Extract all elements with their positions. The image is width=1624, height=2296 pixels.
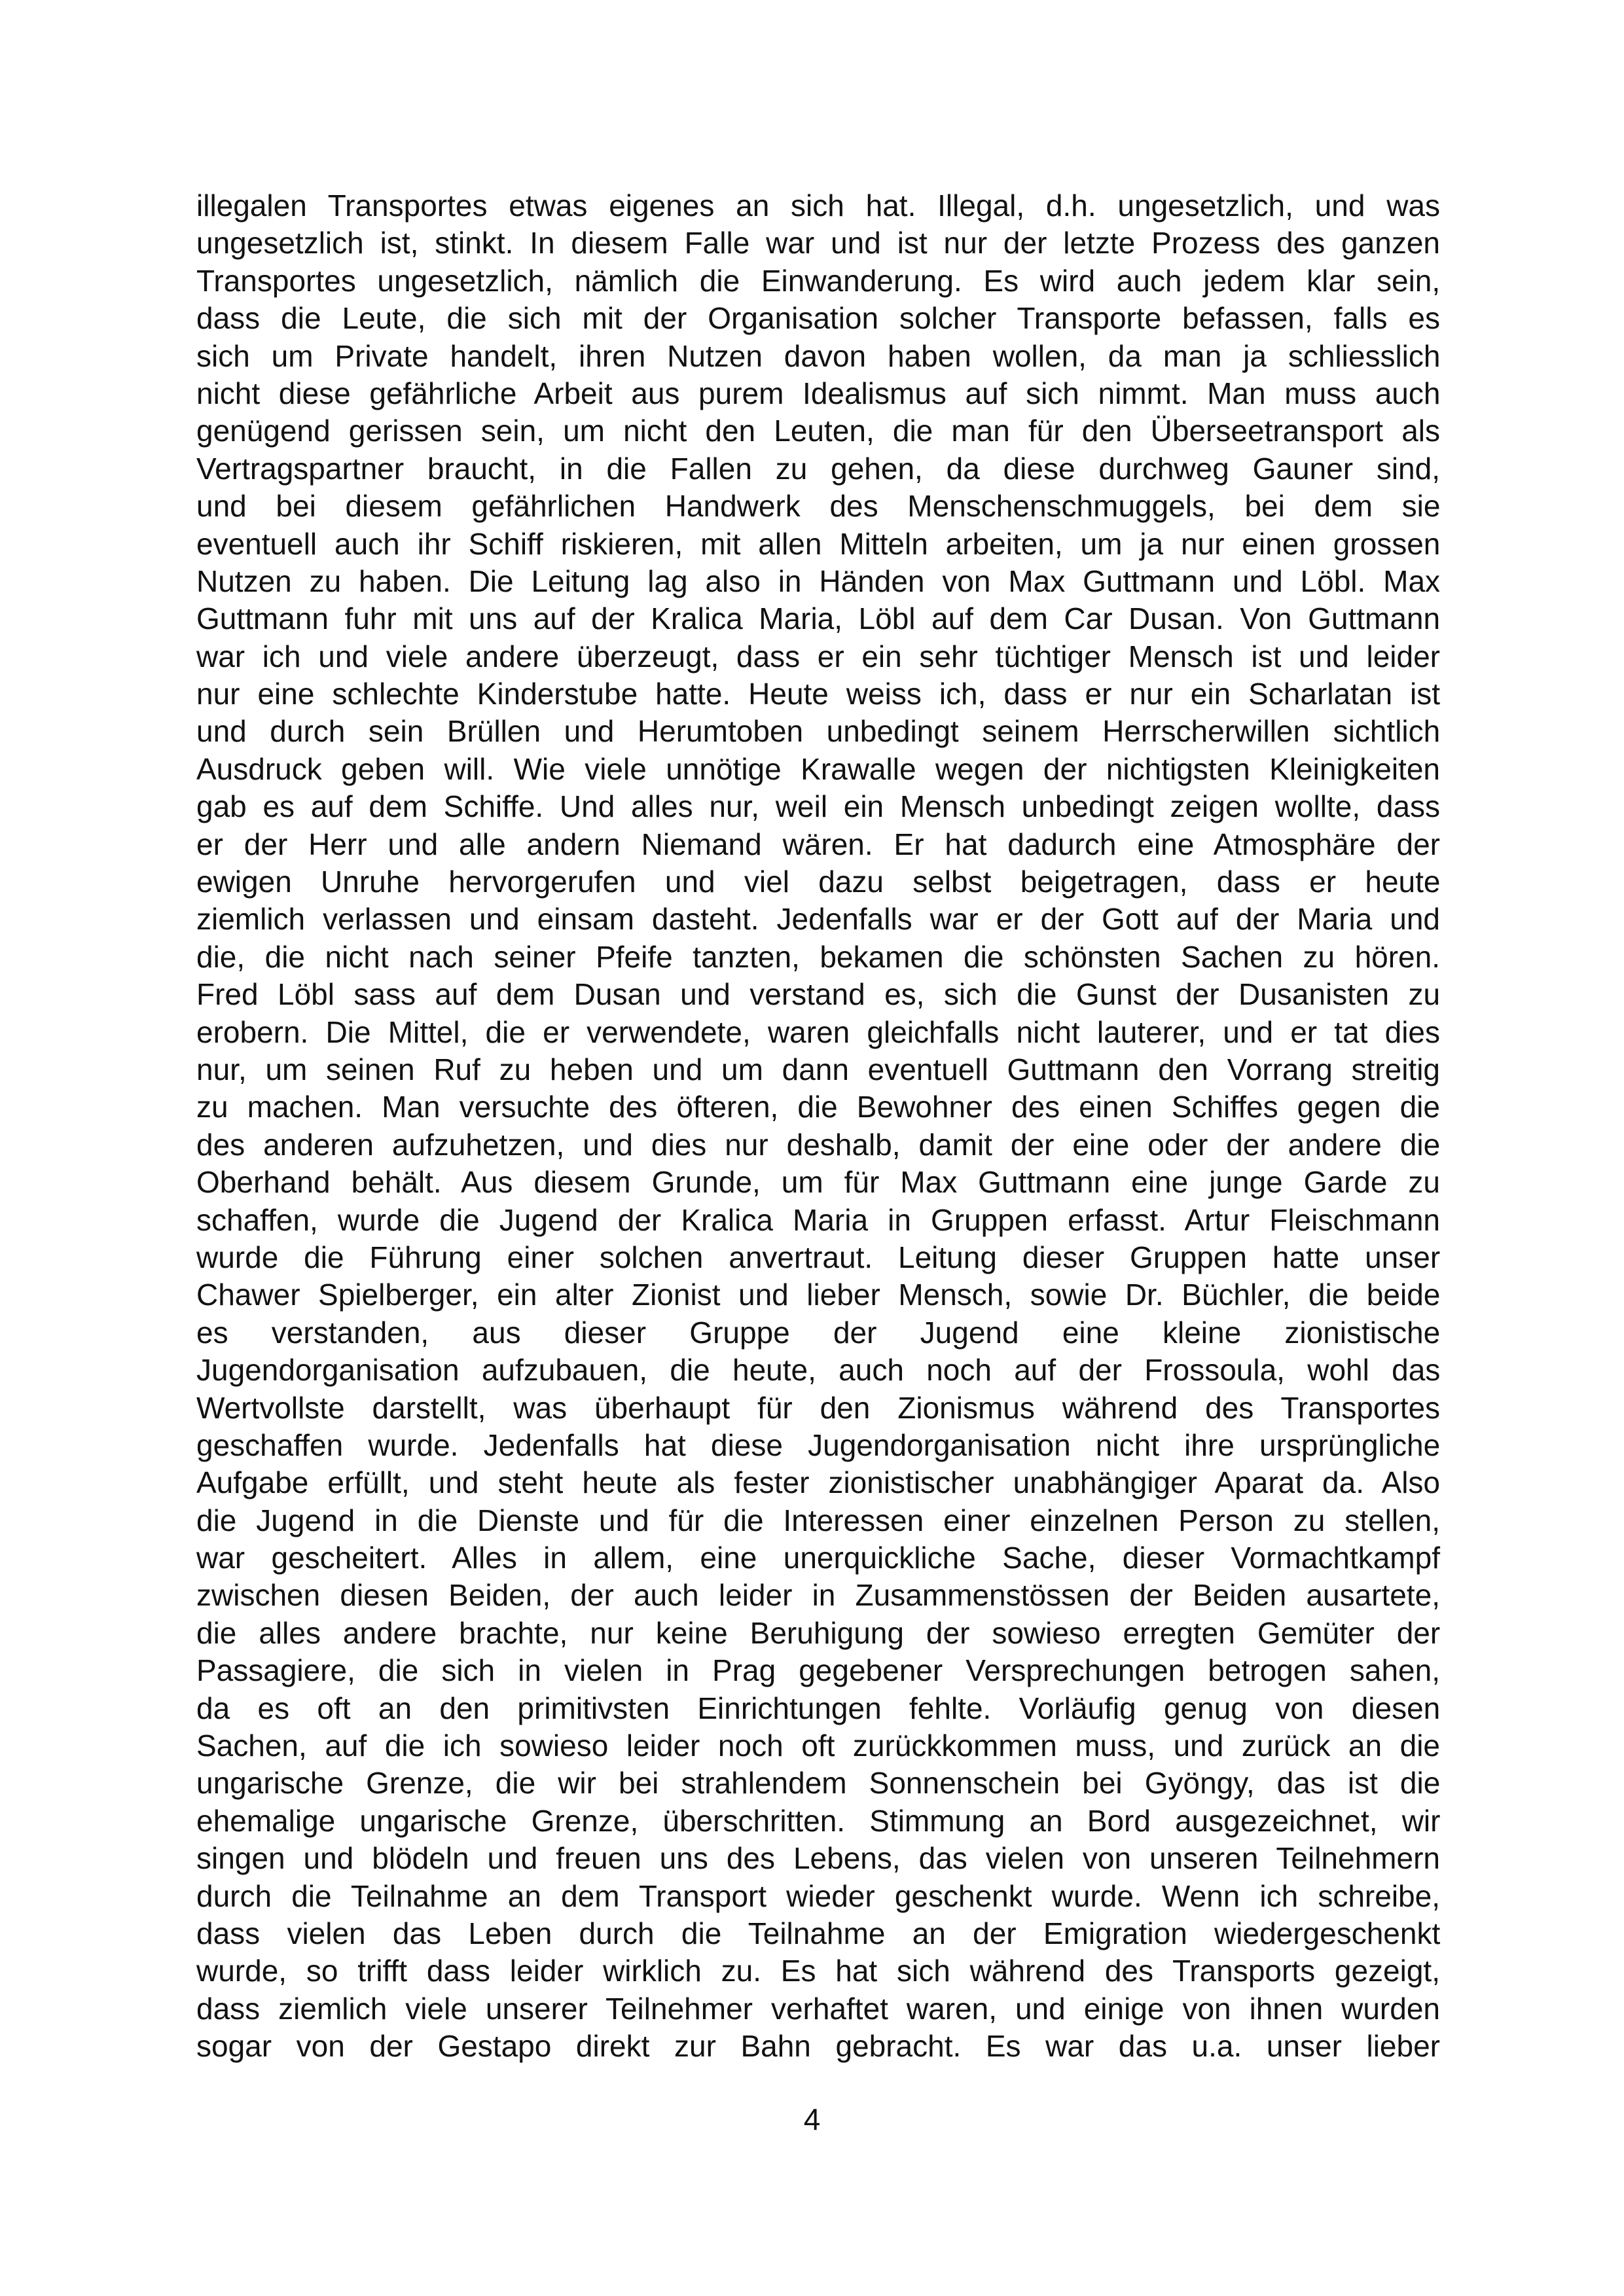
text-line: ungarische Grenze, die wir bei strahlendem Sonnenschein bei Gyöngy, das ist die — [196, 1766, 1441, 1801]
text-line: Guttmann fuhr mit uns auf der Kralica Maria, Löbl auf dem Car Dusan. Von Guttmann — [196, 601, 1441, 636]
text-line: nur eine schlechte Kinderstube hatte. Heute weiss ich, dass er nur ein Scharlatan ist — [196, 677, 1440, 711]
text-line: ewigen Unruhe hervorgerufen und viel dazu selbst beigetragen, dass er heute — [196, 865, 1441, 899]
text-line: des anderen aufzuhetzen, und dies nur deshalb, damit der eine oder der andere die — [196, 1127, 1441, 1162]
text-line: illegalen Transportes etwas eigenes an sich hat. Illegal, d.h. ungesetzlich, und was — [196, 188, 1441, 223]
text-line: ungesetzlich ist, stinkt. In diesem Falle war und ist nur der letzte Prozess des ganzen — [196, 226, 1440, 260]
text-line: nicht diese gefährliche Arbeit aus purem Idealismus auf sich nimmt. Man muss auch — [196, 376, 1441, 410]
text-line: geschaffen wurde. Jedenfalls hat diese Jugendorganisation nicht ihre ursprüngliche — [196, 1427, 1441, 1462]
text-line: dass vielen das Leben durch die Teilnahme an der Emigration wiedergeschenkt — [196, 1916, 1441, 1950]
text-line: Oberhand behält. Aus diesem Grunde, um für Max Guttmann eine junge Garde zu — [196, 1165, 1440, 1200]
text-line: Transportes ungesetzlich, nämlich die Einwanderung. Es wird auch jedem klar sein, — [196, 263, 1441, 298]
body-text — [196, 187, 1440, 2066]
text-line: Nutzen zu haben. Die Leitung lag also in Händen von Max Guttmann und Löbl. Max — [196, 564, 1441, 598]
text-line: er der Herr und alle andern Niemand wären. Er hat dadurch eine Atmosphäre der — [196, 827, 1440, 861]
text-line: und bei diesem gefährlichen Handwerk des Menschenschmuggels, bei dem sie — [196, 489, 1441, 524]
text-line: zu machen. Man versuchte des öfteren, die Bewohner des einen Schiffes gegen die — [196, 1090, 1440, 1124]
text-line: genügend gerissen sein, um nicht den Leuten, die man für den Überseetransport als — [196, 414, 1440, 448]
text-line: Ausdruck geben will. Wie viele unnötige Krawalle wegen der nichtigsten Kleinigkeiten — [196, 751, 1440, 786]
text-line: Chawer Spielberger, ein alter Zionist und lieber Mensch, sowie Dr. Büchler, die beide — [196, 1278, 1441, 1312]
text-line: Fred Löbl sass auf dem Dusan und verstand es, sich die Gunst der Dusanisten zu — [196, 977, 1441, 1012]
text-line: die, die nicht nach seiner Pfeife tanzten, bekamen die schönsten Sachen zu hören. — [196, 939, 1440, 974]
text-line: war ich und viele andere überzeugt, dass er ein sehr tüchtiger Mensch ist und leider — [196, 639, 1440, 673]
text-line: Vertragspartner braucht, in die Fallen zu gehen, da diese durchweg Gauner sind, — [196, 451, 1440, 486]
text-line: dass die Leute, die sich mit der Organisation solcher Transporte befassen, falls es — [196, 301, 1440, 336]
text-line: eventuell auch ihr Schiff riskieren, mit allen Mitteln arbeiten, um ja nur einen grossen — [196, 526, 1441, 561]
text-line: Wertvollste darstellt, was überhaupt für den Zionismus während des Transportes — [196, 1390, 1441, 1425]
text-line: ziemlich verlassen und einsam dasteht. Jedenfalls war er der Gott auf der Maria und — [196, 902, 1440, 937]
text-line: singen und blödeln und freuen uns des Lebens, das vielen von unseren Teilnehmern — [196, 1841, 1440, 1876]
text-line: wurde die Führung einer solchen anvertraut. Leitung dieser Gruppen hatte unser — [196, 1240, 1441, 1274]
text-line: erobern. Die Mittel, die er verwendete, waren gleichfalls nicht lauterer, und er tat dies — [196, 1014, 1440, 1049]
text-line: war gescheitert. Alles in allem, eine unerquickliche Sache, dieser Vormachtkampf — [196, 1541, 1440, 1575]
text-line: dass ziemlich viele unserer Teilnehmer verhaftet waren, und einige von ihnen wurden — [196, 1991, 1440, 2026]
text-line: sich um Private handelt, ihren Nutzen davon haben wollen, da man ja schliesslich — [196, 338, 1441, 373]
text-line: Jugendorganisation aufzubauen, die heute, auch noch auf der Frossoula, wohl das — [196, 1353, 1441, 1388]
text-line: schaffen, wurde die Jugend der Kralica Maria in Gruppen erfasst. Artur Fleischmann — [196, 1202, 1440, 1237]
text-line: die alles andere brachte, nur keine Beruhigung der sowieso erregten Gemüter der — [196, 1615, 1441, 1650]
text-line: wurde, so trifft dass leider wirklich zu. Es hat sich während des Transports gezeigt, — [196, 1954, 1440, 1988]
text-line: die Jugend in die Dienste und für die Interessen einer einzelnen Person zu stellen, — [196, 1503, 1440, 1537]
page-number: 4 — [803, 2102, 821, 2136]
text-line: da es oft an den primitivsten Einrichtungen fehlte. Vorläufig genug von diesen — [196, 1691, 1441, 1725]
text-line: zwischen diesen Beiden, der auch leider in Zusammenstössen der Beiden ausartete, — [196, 1578, 1440, 1613]
text-line: Aufgabe erfüllt, und steht heute als fester zionistischer unabhängiger Aparat da. Also — [196, 1465, 1441, 1500]
text-line: Sachen, auf die ich sowieso leider noch oft zurückkommen muss, und zurück an die — [196, 1729, 1440, 1763]
text-line: Passagiere, die sich in vielen in Prag gegebener Versprechungen betrogen sahen, — [196, 1653, 1440, 1688]
text-line: es verstanden, aus dieser Gruppe der Jugend eine kleine zionistische — [196, 1315, 1441, 1350]
text-line: gab es auf dem Schiffe. Und alles nur, weil ein Mensch unbedingt zeigen wollte, dass — [196, 789, 1440, 824]
text-line: nur, um seinen Ruf zu heben und um dann eventuell Guttmann den Vorrang streitig — [196, 1052, 1440, 1086]
text-line: sogar von der Gestapo direkt zur Bahn gebracht. Es war das u.a. unser lieber — [196, 2029, 1440, 2064]
text-line: ehemalige ungarische Grenze, überschritten. Stimmung an Bord ausgezeichnet, wir — [196, 1803, 1441, 1838]
text-line: und durch sein Brüllen und Herumtoben unbedingt seinem Herrscherwillen sichtlich — [196, 714, 1441, 749]
text-line: durch die Teilnahme an dem Transport wieder geschenkt wurde. Wenn ich schreibe, — [196, 1878, 1440, 1913]
